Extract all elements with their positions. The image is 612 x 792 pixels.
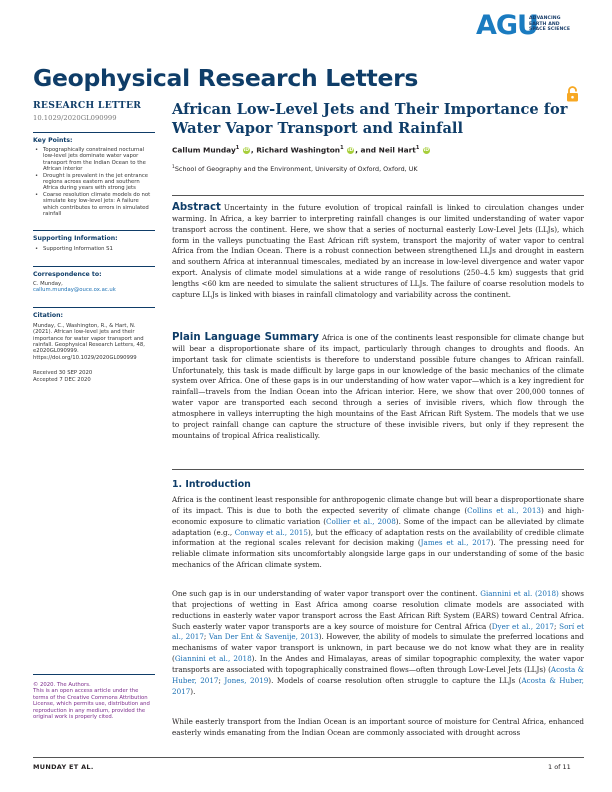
- agu-tagline: [529, 16, 570, 33]
- paragraph-text: ), but the efficacy of adaptation rests on the availability of credible climate information at the regional scales relevant for decision making (: [172, 527, 584, 548]
- agu-tagline-line: EARTH AND: [529, 21, 560, 27]
- citation-text: Munday, C., Washington, R., & Hart, N. (2021). African low-level jets and their importance for water vapor transport and rainfall. Geophysical Research Letters, 48, e2020GL090999. https://doi.org/10.1029/2020GL090999: [33, 322, 145, 361]
- author-affiliation-mark: 1: [340, 145, 344, 151]
- article-type: RESEARCH LETTER: [33, 100, 142, 111]
- supporting-info-item[interactable]: • Supporting Information S1: [33, 246, 155, 252]
- running-footer-authors: MUNDAY ET AL.: [33, 763, 94, 771]
- author-affiliation-mark: 1: [235, 145, 240, 151]
- supporting-info-heading: Supporting Information:: [33, 235, 118, 243]
- abstract-heading: Abstract: [172, 202, 221, 213]
- footer-divider: [33, 757, 584, 758]
- abstract: [172, 203, 584, 301]
- citation-heading: Citation:: [33, 311, 64, 319]
- paragraph-text: Africa is the continent least responsible for anthropogenic climate change but will bear a disproportionate share of its impact. This is due to both the expected severity of climate change (: [172, 495, 584, 515]
- paragraph-text: ). Some of the impact can be alleviated by climate adaptation (e.g.,: [172, 516, 584, 537]
- citation-link[interactable]: Collier et al., 2008: [326, 516, 396, 526]
- intro-paragraph: [172, 589, 584, 697]
- divider: [33, 307, 155, 308]
- affiliation-text: School of Geography and the Environment, University of Oxford, Oxford, UK: [174, 165, 418, 174]
- copyright-line: © 2020. The Authors.: [33, 682, 91, 688]
- author-name[interactable]: Callum Munday: [172, 145, 236, 155]
- plain-language-text: Africa is one of the continents least responsible for climate change but will bear a disproportionate share of its impact, particularly through changes to droughts and floods. An important task for climate scientists is therefore to understand possible future changes to African rainfall. Unfortunately, this task is made difficult by large gaps in our knowledge of the basic mechanics of the climate system over Africa. One of these gaps is in our understanding of how water vapor—which is a key ingredient for rainfall—travels from the Indian Ocean into the African interior. Here, we show that over 200,000 tonnes of water vapor are transported each second through a series of invisible rivers, which flow through the atmosphere in valleys interrupting the high mountains of the East African Rift System. The models that we use to project rainfall change can capture the structure of these invisible rivers, but only if they represent the mountains of tropical Africa realistically.: [172, 333, 584, 440]
- paragraph-text: ;: [218, 675, 225, 685]
- authors-and: and: [360, 145, 377, 155]
- agu-logo-text: AGU: [476, 10, 538, 41]
- plain-language-summary: [172, 333, 584, 441]
- orcid-icon[interactable]: iD: [423, 147, 430, 153]
- paragraph-text: ). However, the ability of models to simulate the preferred locations and mechanisms of water vapor transport is unknown, in part because we do not know what they are in reality (: [172, 632, 584, 664]
- paragraph-text: ;: [203, 632, 209, 642]
- author-name[interactable]: Neil Hart: [378, 145, 416, 155]
- paragraph-text: ). In the Andes and Himalayas, areas of similar topographic complexity, the water vapor transports are associated with topographically constrained flows—often through Low-Level Jets (LLJs) (: [172, 654, 584, 674]
- section-heading-introduction: 1. Introduction: [172, 479, 251, 490]
- paragraph-text: ;: [554, 621, 560, 631]
- citation-link[interactable]: James et al., 2017: [420, 538, 491, 548]
- orcid-icon[interactable]: iD: [347, 147, 354, 153]
- journal-title: Geophysical Research Letters: [33, 64, 419, 92]
- orcid-icon[interactable]: iD: [243, 147, 250, 153]
- key-point: • Coarse resolution climate models do not simulate key low-level jets: A failure which contributes to errors in simulated rainfall: [33, 192, 155, 218]
- key-points-list: [33, 147, 155, 217]
- agu-tagline-line: ADVANCING: [529, 16, 561, 21]
- intro-paragraph: While easterly transport from the Indian Ocean is an important source of moisture for Central Africa, enhanced easterly winds emanating from the Indian Ocean are commonly associated with drought across: [172, 717, 584, 737]
- divider: [33, 266, 155, 267]
- key-point: • Topographically constrained nocturnal low-level jets dominate water vapor transport from the Indian Ocean to the African interior: [33, 147, 155, 173]
- correspondence-heading: Correspondence to:: [33, 270, 102, 278]
- supporting-info-list: [33, 246, 155, 252]
- paragraph-text: ). The pressing need for reliable climate information sits uncomfortably alongside large gaps in our understanding of some of the basic mechanics of the African climate system.: [172, 538, 584, 570]
- copyright-box: [33, 674, 155, 720]
- citation-link[interactable]: Acosta & Huber, 2017: [172, 664, 585, 685]
- citation-link[interactable]: Acosta & Huber, 2017: [172, 675, 584, 696]
- citation-link[interactable]: Jones, 2019: [224, 675, 269, 685]
- article-doi[interactable]: 10.1029/2020GL090999: [33, 114, 117, 122]
- author-list: Callum Munday$^1$ iD , Richard Washington$^1$ iD , and Neil Hart$^1$ iD: [172, 145, 430, 155]
- agu-tagline-line: SPACE SCIENCE: [529, 27, 571, 33]
- citation-link[interactable]: Sorí et al., 2017: [172, 621, 584, 642]
- affiliation: [172, 165, 418, 173]
- key-point: • Drought is prevalent in the jet entrance regions across eastern and southern Africa during years with strong jets: [33, 173, 155, 192]
- citation-link[interactable]: Van Der Ent & Savenije, 2013: [208, 632, 319, 642]
- author-affiliation-mark: 1: [415, 145, 420, 151]
- accepted-date: Accepted 7 DEC 2020: [33, 376, 91, 383]
- paragraph-text: One such gap is in our understanding of water vapor transport over the continent.: [172, 589, 481, 598]
- abstract-text: Uncertainty in the future evolution of tropical rainfall is linked to circulation changes under warming. In Africa, a key barrier to interpreting rainfall changes is our limited understanding of water vapor transport across the continent. Here, we show that a series of nocturnal easterly Low-Level Jets (LLJs), which form in the valleys punctuating the East African rift system, transport the majority of water vapor to central Africa from the Indian Ocean. There is a robust connection between strengthened LLJs and drought in eastern and southern Africa at interannual timescales, mediated by an increase in low-level divergence and water vapor export. Analysis of climate model simulations at a wide range of resolutions (250–4.5 km) suggests that grid lengths <60 km are needed to simulate the salient structures of LLJs. The failure of coarse resolution models to capture LLJs is linked with biases in rainfall climatology and variability across the continent.: [172, 203, 584, 299]
- citation-link[interactable]: Conway et al., 2015: [234, 527, 308, 537]
- page-number: 1 of 11: [548, 763, 571, 771]
- correspondence-email-link[interactable]: callum.munday@ouce.ox.ac.uk: [33, 287, 116, 294]
- intro-paragraph: [172, 495, 584, 571]
- paragraph-text: ). Models of coarse resolution often struggle to capture the LLJs (: [268, 675, 522, 685]
- divider: [172, 469, 584, 470]
- plain-language-heading: Plain Language Summary: [172, 332, 319, 343]
- correspondence-name: C. Munday,: [33, 280, 63, 287]
- license-text: This is an open access article under the terms of the Creative Commons Attribution License, which permits use, distribution and reproduction in any medium, provided the original work is properly cited.: [33, 688, 150, 721]
- article-title: African Low-Level Jets and Their Importance for Water Vapor Transport and Rainfall: [172, 101, 568, 137]
- citation-link[interactable]: Giannini et al. (2018): [480, 589, 559, 598]
- divider: [33, 132, 155, 133]
- paragraph-text: ).: [190, 686, 196, 696]
- key-points-heading: Key Points:: [33, 137, 73, 144]
- citation-link[interactable]: Giannini et al., 2018: [174, 654, 252, 664]
- affiliation-number: 1: [172, 165, 175, 170]
- citation-link[interactable]: Collins et al., 2013: [467, 505, 541, 515]
- divider: [172, 195, 584, 196]
- paragraph-text: shows that projections of wetting in East Africa among coarse resolution climate models are associated with reductions in easterly water vapor transport across the East African Rift System (EARS) toward Central Africa. Such easterly water vapor transports are a key source of moisture for Central Africa (: [172, 589, 584, 631]
- citation-link[interactable]: Dyer et al., 2017: [491, 621, 555, 631]
- agu-logo: [476, 10, 594, 44]
- received-date: Received 30 SEP 2020: [33, 370, 93, 377]
- divider: [33, 674, 155, 675]
- sidebar: [33, 100, 155, 383]
- author-name[interactable]: Richard Washington: [256, 145, 341, 155]
- divider: [33, 230, 155, 231]
- paragraph-text: ) and high-economic exposure to climatic variation (: [172, 505, 584, 526]
